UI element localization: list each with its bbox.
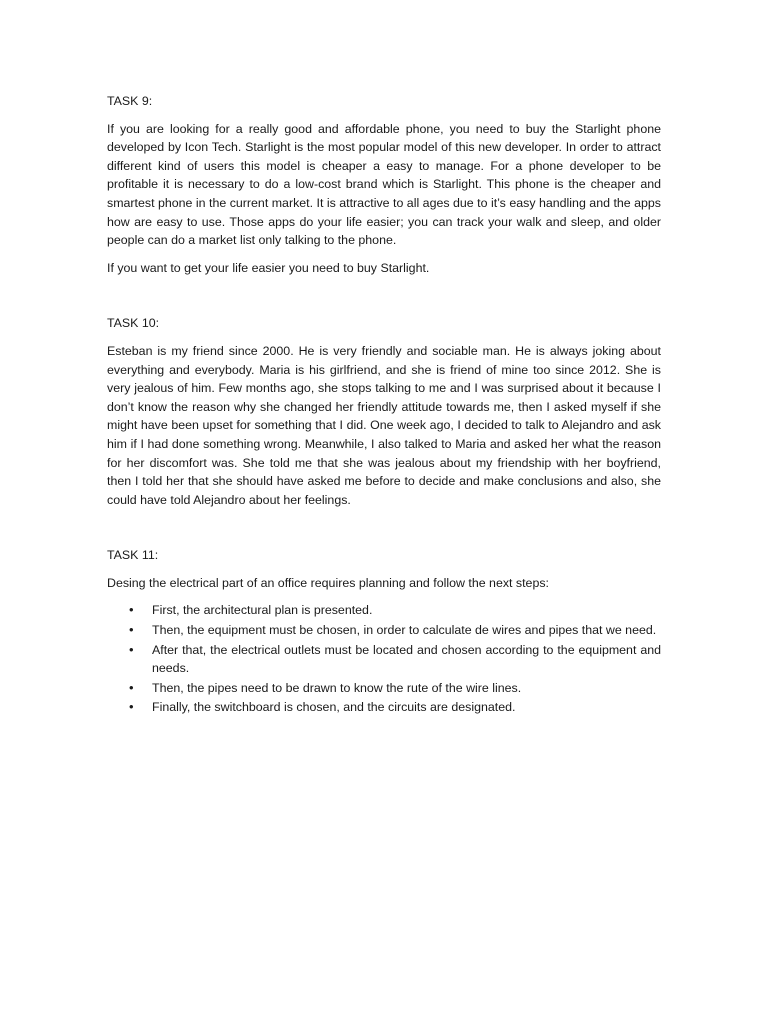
task-9-heading: TASK 9:: [107, 94, 153, 108]
list-item: [107, 679, 661, 698]
section-spacer: [107, 286, 661, 314]
task-9-paragraph-1: If you are looking for a really good and affordable phone, you need to buy the Starlight phone developed by Icon Tech. Starlight is the most popular model of this new developer. In order to attract different kind of users this model is cheaper a easy to manage. For a phone developer to be profitable it is necessary to do a low-cost brand which is Starlight. This phone is the cheaper and smartest phone in the current market. It is attractive to all ages due to it’s easy handling and the apps how are easy to use. Those apps do your life easier; you can track your walk and sleep, and older people can do a market list only talking to the phone.: [107, 121, 661, 248]
bullet-icon: •: [129, 602, 134, 618]
task-10-section: [107, 314, 661, 509]
list-item: [107, 621, 661, 640]
bullet-icon: •: [129, 622, 134, 638]
document-content: [107, 92, 661, 718]
list-item-text: Finally, the switchboard is chosen, and the circuits are designated.: [152, 700, 516, 715]
list-item-text: After that, the electrical outlets must be located and chosen according to the equipment and needs.: [152, 642, 661, 676]
list-item-text: Then, the equipment must be chosen, in order to calculate de wires and pipes that we need.: [152, 623, 657, 638]
task-11-intro: Desing the electrical part of an office requires planning and follow the next steps:: [107, 575, 549, 590]
task-9-section: [107, 92, 661, 277]
task-11-heading: TASK 11:: [107, 548, 159, 563]
section-spacer: [107, 518, 661, 546]
task-9-paragraph-2: If you want to get your life easier you need to buy Starlight.: [107, 260, 430, 275]
list-item: [107, 698, 661, 717]
task-10-heading: TASK 10:: [107, 316, 160, 331]
task-11-steps-list: [107, 601, 661, 717]
bullet-icon: •: [129, 641, 134, 657]
bullet-icon: •: [129, 699, 134, 715]
list-item: [107, 641, 661, 678]
task-10-paragraph-1: Esteban is my friend since 2000. He is very friendly and sociable man. He is always joking about everything and everybody. Maria is his girlfriend, and she is friend of mine too since 2012. She is very jealous of him. Few months ago, she stops talking to me and I was surprised about it because I don’t know the reason why she changed her friendly attitude towards me, then I asked myself if she might have been upset for something that I did. One week ago, I decided to talk to Alejandro and ask him if I had done something wrong. Meanwhile, I also talked to Maria and asked her what the reason for her discomfort was. She told me that she was jealous about my friendship with her boyfriend, then I told her that she should have asked me before to decide and make conclusions and also, she could have told Alejandro about her feelings.: [107, 343, 661, 507]
task-11-section: [107, 546, 661, 717]
list-item: [107, 601, 661, 620]
list-item-text: First, the architectural plan is presented.: [152, 603, 373, 618]
bullet-icon: •: [129, 679, 134, 695]
list-item-text: Then, the pipes need to be drawn to know the rute of the wire lines.: [152, 680, 522, 695]
